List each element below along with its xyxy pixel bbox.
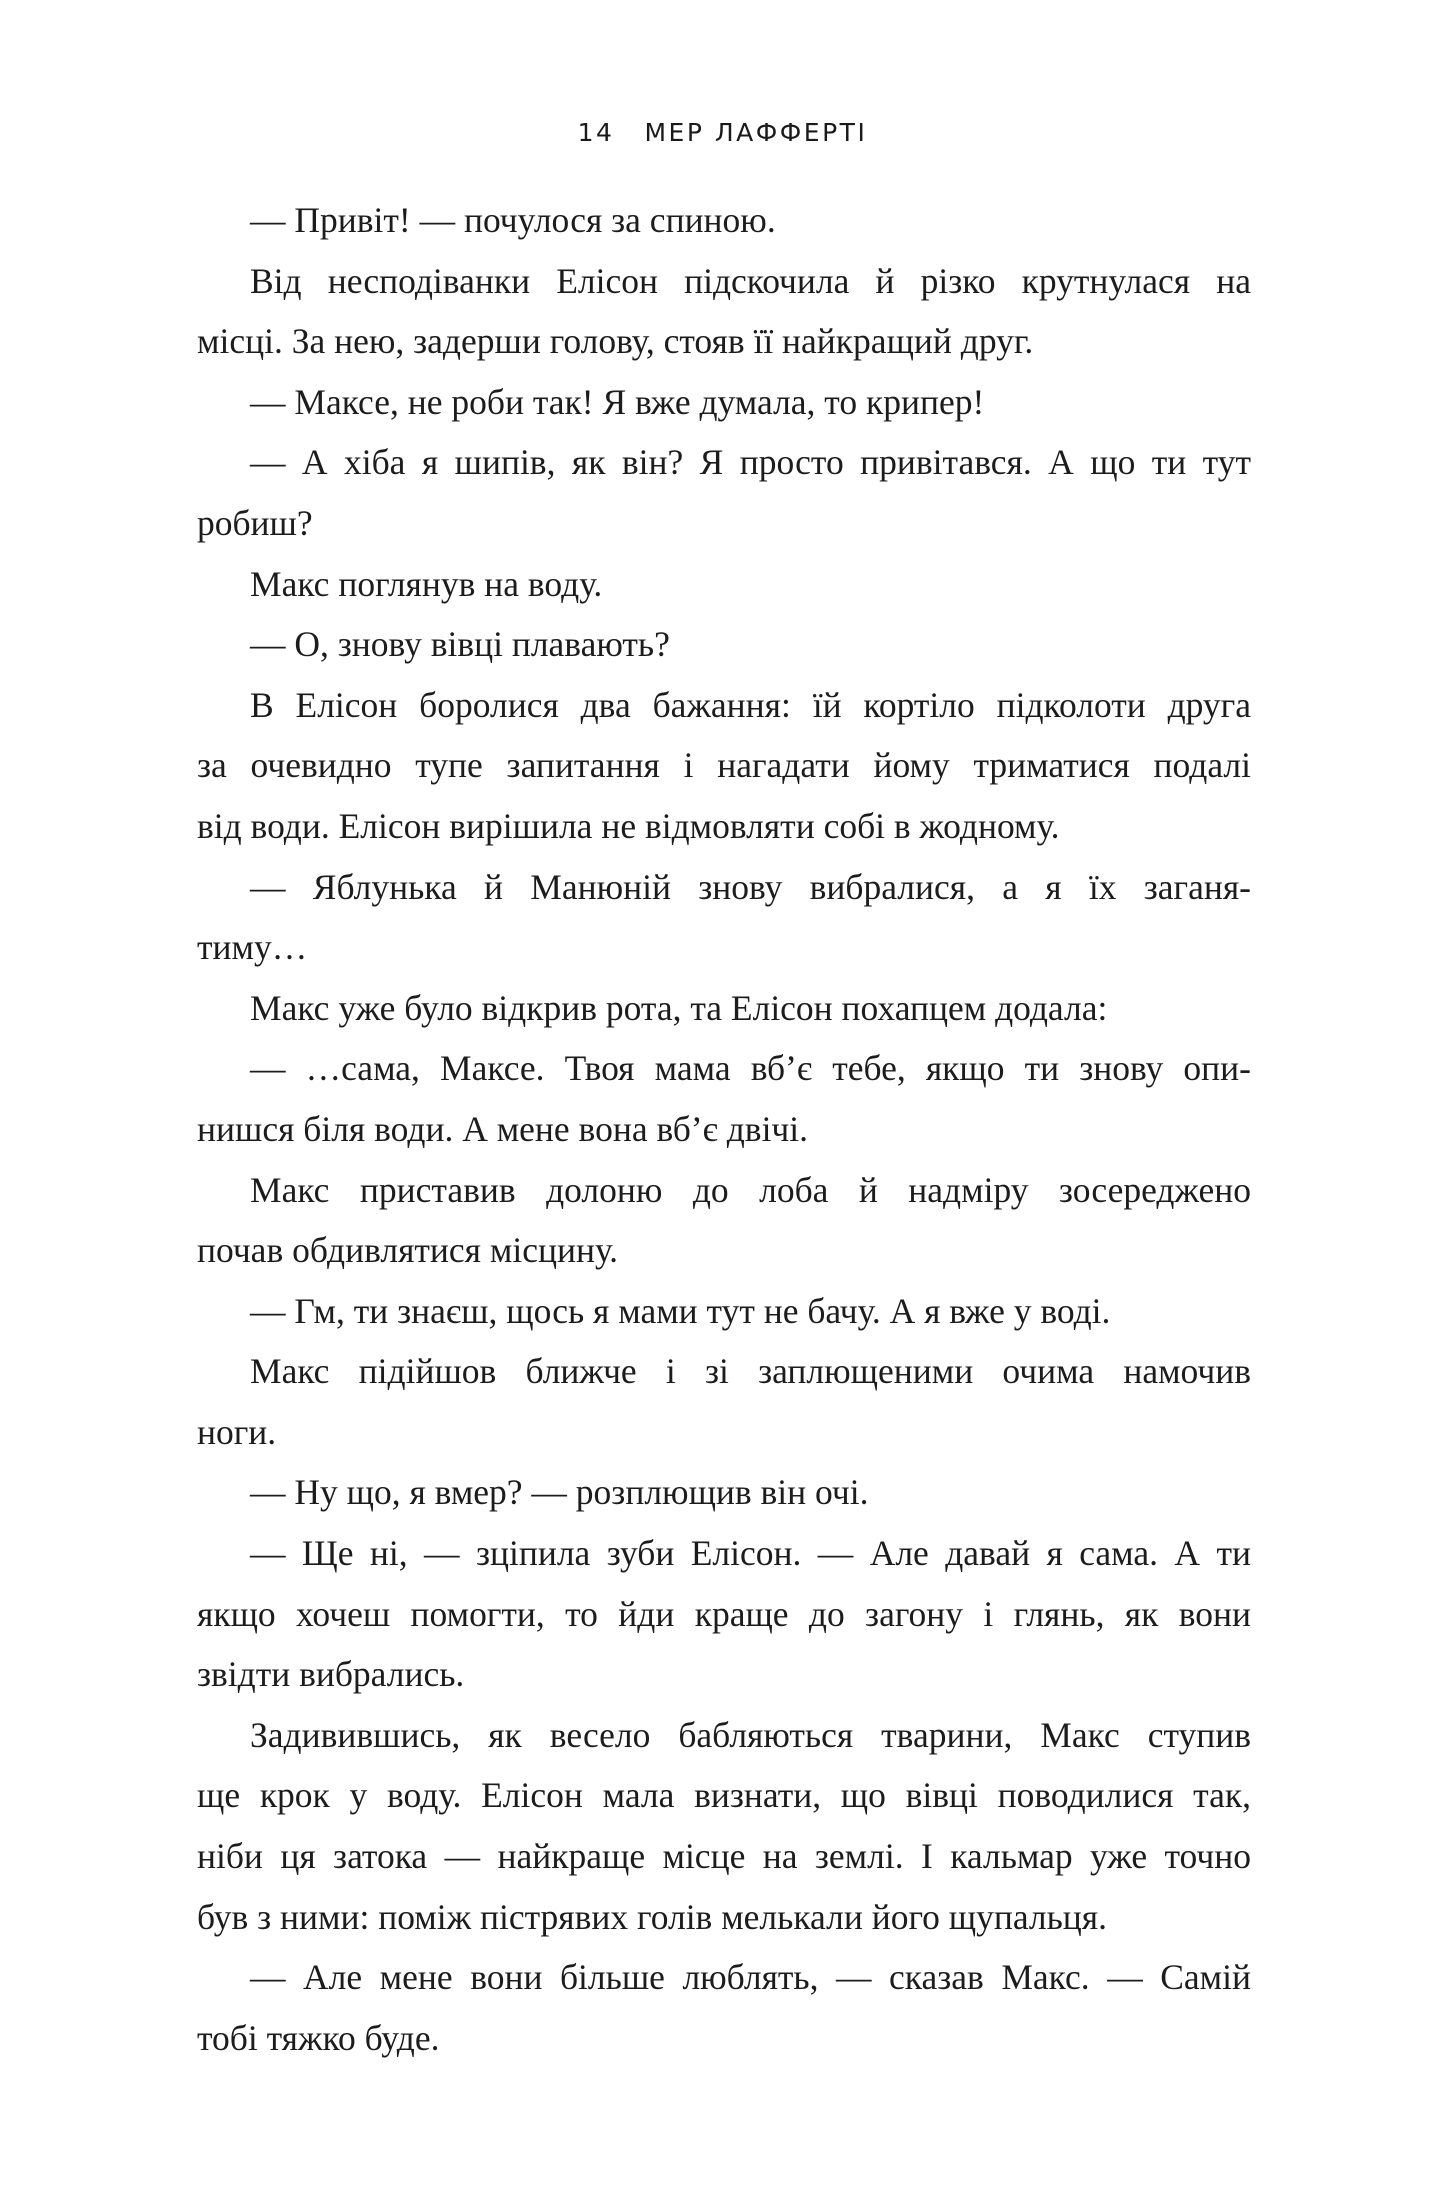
text-line: ще крок у воду. Елісон мала визнати, що вівці поводилися так, (197, 1775, 1251, 1816)
text-line: — Яблунька й Манюній знову вибралися, а я їх заганя- (250, 866, 1251, 907)
text-line: — Ну що, я вмер? — розплющив він очі. (250, 1472, 869, 1513)
text-line: — А хіба я шипів, як він? Я просто привітався. А що ти тут (250, 442, 1251, 483)
text-line: Макс підійшов ближче і зі заплющеними очима намочив (250, 1351, 1251, 1392)
text-line: тиму… (197, 927, 308, 968)
text-line: Від несподіванки Елісон підскочила й різко крутнулася на (250, 260, 1251, 301)
text-line: — О, знову вівці плавають? (250, 624, 670, 665)
text-line: В Елісон боролися два бажання: їй кортіло підколоти друга (250, 684, 1251, 725)
text-line: від води. Елісон вирішила не відмовляти собі в жодному. (197, 805, 1060, 846)
page-number: 14 (577, 118, 615, 147)
text-line: Макс приставив долоню до лоба й надміру зосереджено (250, 1169, 1251, 1210)
text-line: нишся біля води. А мене вона вб’є двічі. (197, 1108, 809, 1149)
text-line: Макс поглянув на воду. (250, 563, 603, 604)
text-line: почав обдивлятися місцину. (197, 1230, 619, 1271)
text-line: робиш? (197, 502, 313, 543)
text-line: Задивившись, як весело бабляються тварини, Макс ступив (250, 1714, 1251, 1755)
text-line: ноги. (197, 1411, 277, 1452)
text-line: — Максе, не роби так! Я вже думала, то крипер! (250, 381, 985, 422)
text-line: — Але мене вони більше люблять, — сказав Макс. — Самій (250, 1957, 1251, 1998)
text-line: звідти вибрались. (197, 1654, 465, 1695)
text-line: — …сама, Максе. Твоя мама вб’є тебе, якщо ти знову опи- (250, 1048, 1251, 1089)
text-line: був з ними: поміж пістрявих голів мелькали його щупальця. (197, 1896, 1107, 1937)
text-line: — Привіт! — почулося за спиною. (250, 200, 776, 240)
text-line: місці. За нею, задерши голову, стояв її найкращий друг. (197, 321, 1034, 362)
running-head (0, 118, 1445, 148)
text-line: — Ще ні, — зціпила зуби Елісон. — Але давай я сама. А ти (250, 1533, 1251, 1574)
text-line: якщо хочеш помогти, то йди краще до загону і глянь, як вони (197, 1593, 1251, 1634)
text-line: тобі тяжко буде. (197, 2017, 440, 2058)
author-name: МЕР ЛАФФЕРТІ (644, 118, 868, 147)
text-line: ніби ця затока — найкраще місце на землі. І кальмар уже точно (197, 1836, 1251, 1877)
text-line: за очевидно тупе запитання і нагадати йому триматися подалі (197, 745, 1251, 786)
text-line: Макс уже було відкрив рота, та Елісон похапцем додала: (250, 987, 1108, 1028)
text-line: — Гм, ти знаєш, щось я мами тут не бачу. А я вже у воді. (250, 1290, 1111, 1331)
body-text (197, 190, 1251, 2068)
